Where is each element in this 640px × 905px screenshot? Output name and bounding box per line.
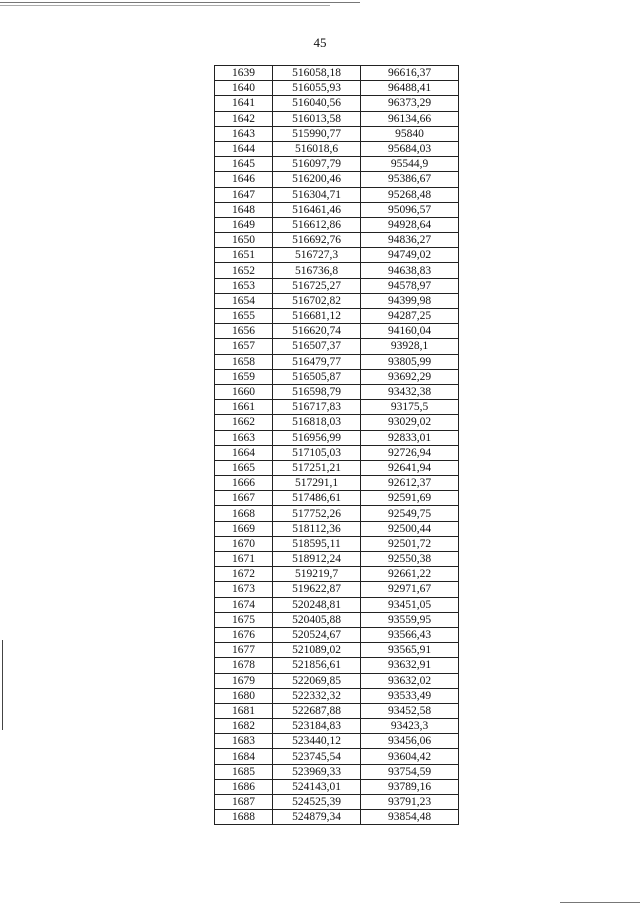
y-coordinate-cell: 94399,98 — [361, 293, 459, 308]
point-number-cell: 1667 — [215, 491, 273, 506]
table-row — [215, 354, 459, 369]
table-row — [215, 187, 459, 202]
point-number-cell: 1648 — [215, 202, 273, 217]
point-number-cell: 1661 — [215, 400, 273, 415]
y-coordinate-cell: 93754,59 — [361, 764, 459, 779]
table-row — [215, 217, 459, 232]
table-row — [215, 460, 459, 475]
y-coordinate-cell: 95684,03 — [361, 141, 459, 156]
y-coordinate-cell: 92661,22 — [361, 567, 459, 582]
point-number-cell: 1658 — [215, 354, 273, 369]
table-row — [215, 248, 459, 263]
x-coordinate-cell: 516018,6 — [273, 141, 361, 156]
y-coordinate-cell: 93632,02 — [361, 673, 459, 688]
x-coordinate-cell: 517105,03 — [273, 445, 361, 460]
x-coordinate-cell: 516040,56 — [273, 96, 361, 111]
table-row — [215, 415, 459, 430]
table-row — [215, 233, 459, 248]
point-number-cell: 1680 — [215, 688, 273, 703]
point-number-cell: 1665 — [215, 460, 273, 475]
point-number-cell: 1684 — [215, 749, 273, 764]
x-coordinate-cell: 516612,86 — [273, 217, 361, 232]
point-number-cell: 1645 — [215, 157, 273, 172]
point-number-cell: 1650 — [215, 233, 273, 248]
y-coordinate-cell: 95544,9 — [361, 157, 459, 172]
x-coordinate-cell: 516702,82 — [273, 293, 361, 308]
table-row — [215, 764, 459, 779]
x-coordinate-cell: 516956,99 — [273, 430, 361, 445]
y-coordinate-cell: 93632,91 — [361, 658, 459, 673]
x-coordinate-cell: 520248,81 — [273, 597, 361, 612]
x-coordinate-cell: 517291,1 — [273, 476, 361, 491]
table-row — [215, 779, 459, 794]
table-row — [215, 536, 459, 551]
x-coordinate-cell: 520524,67 — [273, 627, 361, 642]
y-coordinate-cell: 94638,83 — [361, 263, 459, 278]
y-coordinate-cell: 94160,04 — [361, 324, 459, 339]
point-number-cell: 1656 — [215, 324, 273, 339]
y-coordinate-cell: 93175,5 — [361, 400, 459, 415]
y-coordinate-cell: 93423,3 — [361, 719, 459, 734]
point-number-cell: 1672 — [215, 567, 273, 582]
page-number: 45 — [313, 35, 327, 50]
table-row — [215, 157, 459, 172]
point-number-cell: 1639 — [215, 66, 273, 81]
table-row — [215, 141, 459, 156]
x-coordinate-cell: 524525,39 — [273, 795, 361, 810]
table-row — [215, 552, 459, 567]
y-coordinate-cell: 93432,38 — [361, 384, 459, 399]
point-number-cell: 1654 — [215, 293, 273, 308]
point-number-cell: 1671 — [215, 552, 273, 567]
table-row — [215, 810, 459, 825]
table-row — [215, 445, 459, 460]
table-row — [215, 612, 459, 627]
x-coordinate-cell: 518595,11 — [273, 536, 361, 551]
y-coordinate-cell: 92549,75 — [361, 506, 459, 521]
table-row — [215, 111, 459, 126]
table-row — [215, 263, 459, 278]
table-row — [215, 734, 459, 749]
point-number-cell: 1675 — [215, 612, 273, 627]
x-coordinate-cell: 516058,18 — [273, 66, 361, 81]
point-number-cell: 1666 — [215, 476, 273, 491]
point-number-cell: 1643 — [215, 126, 273, 141]
table-row — [215, 81, 459, 96]
table-row — [215, 597, 459, 612]
x-coordinate-cell: 524143,01 — [273, 779, 361, 794]
table-row — [215, 339, 459, 354]
y-coordinate-cell: 94836,27 — [361, 233, 459, 248]
x-coordinate-cell: 516505,87 — [273, 369, 361, 384]
table-row — [215, 719, 459, 734]
point-number-cell: 1676 — [215, 627, 273, 642]
y-coordinate-cell: 93854,48 — [361, 810, 459, 825]
table-row — [215, 491, 459, 506]
table-row — [215, 673, 459, 688]
x-coordinate-cell: 516620,74 — [273, 324, 361, 339]
y-coordinate-cell: 95096,57 — [361, 202, 459, 217]
point-number-cell: 1647 — [215, 187, 273, 202]
table-row — [215, 369, 459, 384]
point-number-cell: 1674 — [215, 597, 273, 612]
x-coordinate-cell: 521089,02 — [273, 643, 361, 658]
x-coordinate-cell: 521856,61 — [273, 658, 361, 673]
point-number-cell: 1683 — [215, 734, 273, 749]
table-row — [215, 172, 459, 187]
table-row — [215, 749, 459, 764]
y-coordinate-cell: 96488,41 — [361, 81, 459, 96]
x-coordinate-cell: 519219,7 — [273, 567, 361, 582]
table-row — [215, 278, 459, 293]
x-coordinate-cell: 516461,46 — [273, 202, 361, 217]
y-coordinate-cell: 93692,29 — [361, 369, 459, 384]
y-coordinate-cell: 92550,38 — [361, 552, 459, 567]
x-coordinate-cell: 522069,85 — [273, 673, 361, 688]
table-row — [215, 567, 459, 582]
point-number-cell: 1652 — [215, 263, 273, 278]
table-row — [215, 324, 459, 339]
y-coordinate-cell: 93533,49 — [361, 688, 459, 703]
y-coordinate-cell: 94578,97 — [361, 278, 459, 293]
point-number-cell: 1688 — [215, 810, 273, 825]
table-row — [215, 627, 459, 642]
table-row — [215, 703, 459, 718]
y-coordinate-cell: 92501,72 — [361, 536, 459, 551]
y-coordinate-cell: 95386,67 — [361, 172, 459, 187]
table-row — [215, 688, 459, 703]
x-coordinate-cell: 522687,88 — [273, 703, 361, 718]
x-coordinate-cell: 519622,87 — [273, 582, 361, 597]
point-number-cell: 1668 — [215, 506, 273, 521]
table-row — [215, 795, 459, 810]
y-coordinate-cell: 93029,02 — [361, 415, 459, 430]
y-coordinate-cell: 93805,99 — [361, 354, 459, 369]
point-number-cell: 1640 — [215, 81, 273, 96]
point-number-cell: 1686 — [215, 779, 273, 794]
table-row — [215, 643, 459, 658]
scan-edge-line — [560, 902, 640, 903]
x-coordinate-cell: 520405,88 — [273, 612, 361, 627]
point-number-cell: 1677 — [215, 643, 273, 658]
table-row — [215, 66, 459, 81]
y-coordinate-cell: 93451,05 — [361, 597, 459, 612]
y-coordinate-cell: 96134,66 — [361, 111, 459, 126]
table-row — [215, 582, 459, 597]
y-coordinate-cell: 92641,94 — [361, 460, 459, 475]
point-number-cell: 1641 — [215, 96, 273, 111]
table-row — [215, 202, 459, 217]
point-number-cell: 1669 — [215, 521, 273, 536]
table-row — [215, 521, 459, 536]
point-number-cell: 1660 — [215, 384, 273, 399]
x-coordinate-cell: 516304,71 — [273, 187, 361, 202]
point-number-cell: 1681 — [215, 703, 273, 718]
point-number-cell: 1644 — [215, 141, 273, 156]
y-coordinate-cell: 93565,91 — [361, 643, 459, 658]
y-coordinate-cell: 93791,23 — [361, 795, 459, 810]
y-coordinate-cell: 95840 — [361, 126, 459, 141]
point-number-cell: 1659 — [215, 369, 273, 384]
table-row — [215, 293, 459, 308]
point-number-cell: 1642 — [215, 111, 273, 126]
point-number-cell: 1651 — [215, 248, 273, 263]
y-coordinate-cell: 93928,1 — [361, 339, 459, 354]
y-coordinate-cell: 95268,48 — [361, 187, 459, 202]
y-coordinate-cell: 96373,29 — [361, 96, 459, 111]
y-coordinate-cell: 94749,02 — [361, 248, 459, 263]
table-row — [215, 96, 459, 111]
point-number-cell: 1673 — [215, 582, 273, 597]
x-coordinate-cell: 516692,76 — [273, 233, 361, 248]
point-number-cell: 1655 — [215, 309, 273, 324]
y-coordinate-cell: 96616,37 — [361, 66, 459, 81]
point-number-cell: 1687 — [215, 795, 273, 810]
point-number-cell: 1664 — [215, 445, 273, 460]
x-coordinate-cell: 524879,34 — [273, 810, 361, 825]
y-coordinate-cell: 93566,43 — [361, 627, 459, 642]
x-coordinate-cell: 516681,12 — [273, 309, 361, 324]
x-coordinate-cell: 516598,79 — [273, 384, 361, 399]
y-coordinate-cell: 92726,94 — [361, 445, 459, 460]
y-coordinate-cell: 92833,01 — [361, 430, 459, 445]
x-coordinate-cell: 516055,93 — [273, 81, 361, 96]
point-number-cell: 1670 — [215, 536, 273, 551]
point-number-cell: 1682 — [215, 719, 273, 734]
table-row — [215, 476, 459, 491]
table-row — [215, 126, 459, 141]
x-coordinate-cell: 516479,77 — [273, 354, 361, 369]
x-coordinate-cell: 516507,37 — [273, 339, 361, 354]
y-coordinate-cell: 94287,25 — [361, 309, 459, 324]
x-coordinate-cell: 517251,21 — [273, 460, 361, 475]
y-coordinate-cell: 92500,44 — [361, 521, 459, 536]
x-coordinate-cell: 516097,79 — [273, 157, 361, 172]
point-number-cell: 1662 — [215, 415, 273, 430]
coordinates-table-body — [215, 66, 459, 825]
table-row — [215, 309, 459, 324]
x-coordinate-cell: 516736,8 — [273, 263, 361, 278]
y-coordinate-cell: 94928,64 — [361, 217, 459, 232]
x-coordinate-cell: 516818,03 — [273, 415, 361, 430]
x-coordinate-cell: 516727,3 — [273, 248, 361, 263]
point-number-cell: 1679 — [215, 673, 273, 688]
scan-edge-line — [0, 2, 360, 3]
y-coordinate-cell: 93452,58 — [361, 703, 459, 718]
point-number-cell: 1657 — [215, 339, 273, 354]
x-coordinate-cell: 517752,26 — [273, 506, 361, 521]
table-row — [215, 384, 459, 399]
x-coordinate-cell: 516013,58 — [273, 111, 361, 126]
table-row — [215, 430, 459, 445]
y-coordinate-cell: 93456,06 — [361, 734, 459, 749]
x-coordinate-cell: 522332,32 — [273, 688, 361, 703]
y-coordinate-cell: 93604,42 — [361, 749, 459, 764]
scan-edge-line — [0, 5, 330, 6]
x-coordinate-cell: 523745,54 — [273, 749, 361, 764]
x-coordinate-cell: 523440,12 — [273, 734, 361, 749]
point-number-cell: 1653 — [215, 278, 273, 293]
table-row — [215, 658, 459, 673]
y-coordinate-cell: 92591,69 — [361, 491, 459, 506]
y-coordinate-cell: 93559,95 — [361, 612, 459, 627]
coordinates-table — [214, 65, 459, 825]
x-coordinate-cell: 517486,61 — [273, 491, 361, 506]
point-number-cell: 1685 — [215, 764, 273, 779]
table-row — [215, 506, 459, 521]
x-coordinate-cell: 523184,83 — [273, 719, 361, 734]
y-coordinate-cell: 92612,37 — [361, 476, 459, 491]
x-coordinate-cell: 516200,46 — [273, 172, 361, 187]
point-number-cell: 1649 — [215, 217, 273, 232]
x-coordinate-cell: 516717,83 — [273, 400, 361, 415]
point-number-cell: 1678 — [215, 658, 273, 673]
x-coordinate-cell: 523969,33 — [273, 764, 361, 779]
x-coordinate-cell: 518912,24 — [273, 552, 361, 567]
y-coordinate-cell: 93789,16 — [361, 779, 459, 794]
x-coordinate-cell: 516725,27 — [273, 278, 361, 293]
x-coordinate-cell: 518112,36 — [273, 521, 361, 536]
scan-margin-mark — [2, 640, 3, 730]
y-coordinate-cell: 92971,67 — [361, 582, 459, 597]
x-coordinate-cell: 515990,77 — [273, 126, 361, 141]
point-number-cell: 1663 — [215, 430, 273, 445]
table-row — [215, 400, 459, 415]
point-number-cell: 1646 — [215, 172, 273, 187]
